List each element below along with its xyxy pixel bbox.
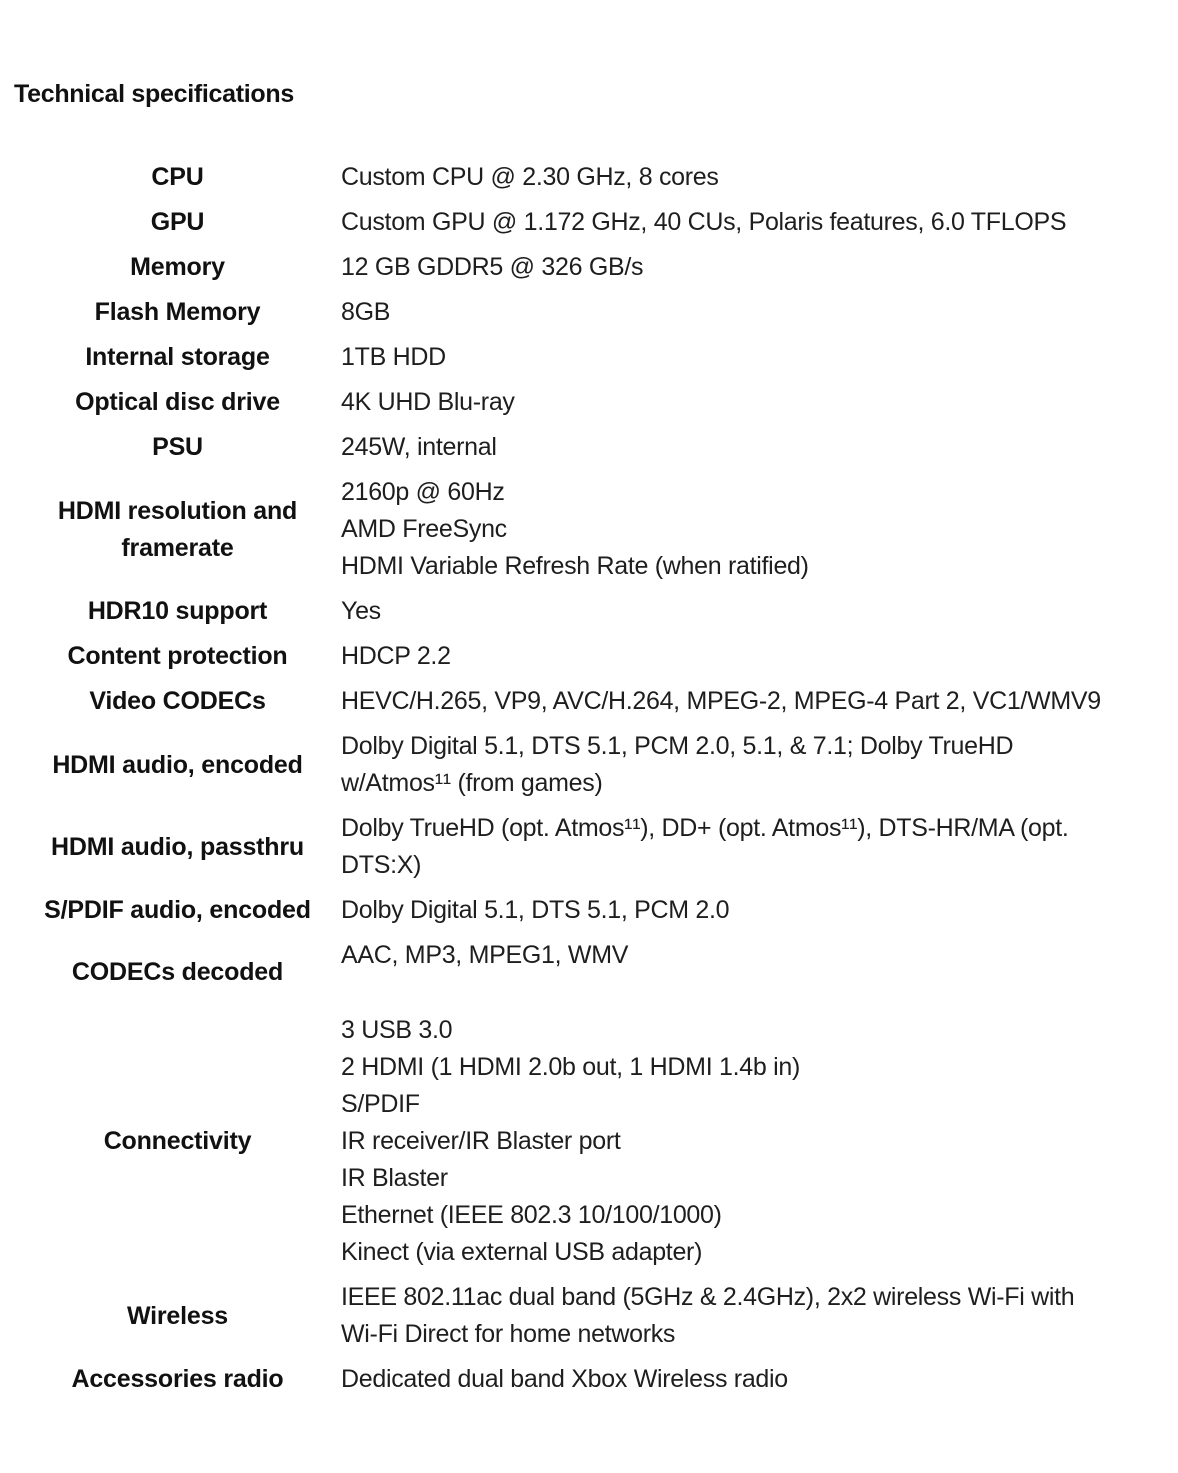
page-title: Technical specifications: [14, 80, 294, 108]
spec-row-spdif-audio-encoded: [30, 888, 1170, 933]
spec-label: Connectivity: [103, 1127, 252, 1155]
spec-label: HDR10 support: [87, 597, 268, 625]
spec-value-line: 8GB: [341, 298, 391, 326]
spec-value-line: 245W, internal: [341, 433, 497, 461]
spec-value-line: 1TB HDD: [341, 343, 446, 371]
spec-value-line: Dolby TrueHD (opt. Atmos¹¹), DD+ (opt. Atmos¹¹), DTS-HR/MA (opt.: [341, 814, 1069, 842]
spec-value-line: Kinect (via external USB adapter): [341, 1238, 703, 1266]
spec-value-line: Custom CPU @ 2.30 GHz, 8 cores: [341, 163, 719, 191]
spec-row-psu: [30, 425, 1170, 470]
spec-value-line: 2 HDMI (1 HDMI 2.0b out, 1 HDMI 1.4b in): [341, 1053, 800, 1081]
spec-row-gpu: [30, 200, 1170, 245]
spec-value-line: 3 USB 3.0: [341, 1016, 453, 1044]
spec-value: [325, 937, 1170, 974]
spec-label: Content protection: [67, 642, 288, 670]
spec-value-line: 2160p @ 60Hz: [341, 478, 505, 506]
spec-label: Accessories radio: [71, 1365, 284, 1393]
spec-label: GPU: [150, 208, 205, 236]
spec-value-line: DTS:X): [341, 851, 422, 879]
spec-label: HDMI audio, passthru: [51, 832, 304, 861]
spec-label: HDMI resolution and framerate: [57, 496, 298, 562]
spec-value-line: HEVC/H.265, VP9, AVC/H.264, MPEG-2, MPEG-4 Part 2, VC1/WMV9: [341, 687, 1101, 715]
spec-label: Wireless: [126, 1301, 228, 1330]
spec-value: [325, 892, 1170, 929]
spec-row-hdmi-resolution: [30, 470, 1170, 589]
spec-row-hdmi-audio-encoded: [30, 724, 1170, 806]
spec-label: Memory: [130, 253, 225, 281]
spec-label: S/PDIF audio, encoded: [44, 896, 311, 924]
spec-value: [325, 810, 1170, 884]
spec-label: Flash Memory: [94, 298, 261, 326]
spec-value: [325, 294, 1170, 331]
spec-row-wireless: [30, 1275, 1170, 1357]
spec-value: [325, 728, 1170, 802]
spec-value-line: IR Blaster: [341, 1164, 448, 1192]
spec-label: Video CODECs: [89, 687, 266, 715]
spec-value: [325, 474, 1170, 585]
spec-value: [325, 593, 1170, 630]
spec-value: [325, 429, 1170, 466]
spec-value-line: Dolby Digital 5.1, DTS 5.1, PCM 2.0, 5.1, & 7.1; Dolby TrueHD: [341, 732, 1014, 760]
spec-value: [325, 339, 1170, 376]
spec-value: [325, 683, 1170, 720]
spec-row-flash-memory: [30, 290, 1170, 335]
spec-value-line: S/PDIF: [341, 1090, 420, 1118]
spec-value-line: Wi-Fi Direct for home networks: [341, 1320, 676, 1348]
spec-value-line: Dedicated dual band Xbox Wireless radio: [341, 1365, 788, 1393]
spec-value-line: AMD FreeSync: [341, 515, 507, 543]
spec-label: CODECs decoded: [71, 958, 284, 986]
spec-row-codecs-decoded: [30, 933, 1170, 1008]
spec-row-content-protection: [30, 634, 1170, 679]
spec-value-line: HDMI Variable Refresh Rate (when ratified): [341, 552, 809, 580]
spec-value-line: w/Atmos¹¹ (from games): [341, 769, 603, 797]
spec-row-connectivity: [30, 1008, 1170, 1275]
spec-value: [325, 159, 1170, 196]
spec-row-cpu: [30, 155, 1170, 200]
spec-label: CPU: [151, 163, 204, 191]
spec-value-line: Yes: [341, 597, 381, 625]
spec-value-line: 4K UHD Blu-ray: [341, 388, 515, 416]
spec-value: [325, 1279, 1170, 1353]
spec-value: [325, 384, 1170, 421]
spec-value-line: Custom GPU @ 1.172 GHz, 40 CUs, Polaris features, 6.0 TFLOPS: [341, 208, 1067, 236]
spec-value-line: HDCP 2.2: [341, 642, 451, 670]
spec-row-hdr10-support: [30, 589, 1170, 634]
spec-value-line: IEEE 802.11ac dual band (5GHz & 2.4GHz), 2x2 wireless Wi-Fi with: [341, 1283, 1075, 1311]
spec-label: Optical disc drive: [75, 388, 280, 416]
spec-row-internal-storage: [30, 335, 1170, 380]
spec-label: HDMI audio, encoded: [52, 750, 303, 779]
spec-row-memory: [30, 245, 1170, 290]
spec-row-video-codecs: [30, 679, 1170, 724]
spec-value: [325, 1361, 1170, 1398]
spec-value-line: 12 GB GDDR5 @ 326 GB/s: [341, 253, 644, 281]
spec-value-line: Dolby Digital 5.1, DTS 5.1, PCM 2.0: [341, 896, 730, 924]
spec-row-accessories-radio: [30, 1357, 1170, 1402]
spec-value: [325, 204, 1170, 241]
spec-value-line: AAC, MP3, MPEG1, WMV: [341, 941, 629, 969]
spec-row-optical-disc-drive: [30, 380, 1170, 425]
spec-value: [325, 638, 1170, 675]
spec-value-line: IR receiver/IR Blaster port: [341, 1127, 621, 1155]
spec-label: Internal storage: [85, 343, 270, 371]
spec-value: [325, 249, 1170, 286]
spec-table: [30, 155, 1170, 1402]
spec-value-line: Ethernet (IEEE 802.3 10/100/1000): [341, 1201, 722, 1229]
spec-label: PSU: [152, 433, 203, 461]
spec-value: [325, 1012, 1170, 1271]
spec-row-hdmi-audio-passthru: [30, 806, 1170, 888]
